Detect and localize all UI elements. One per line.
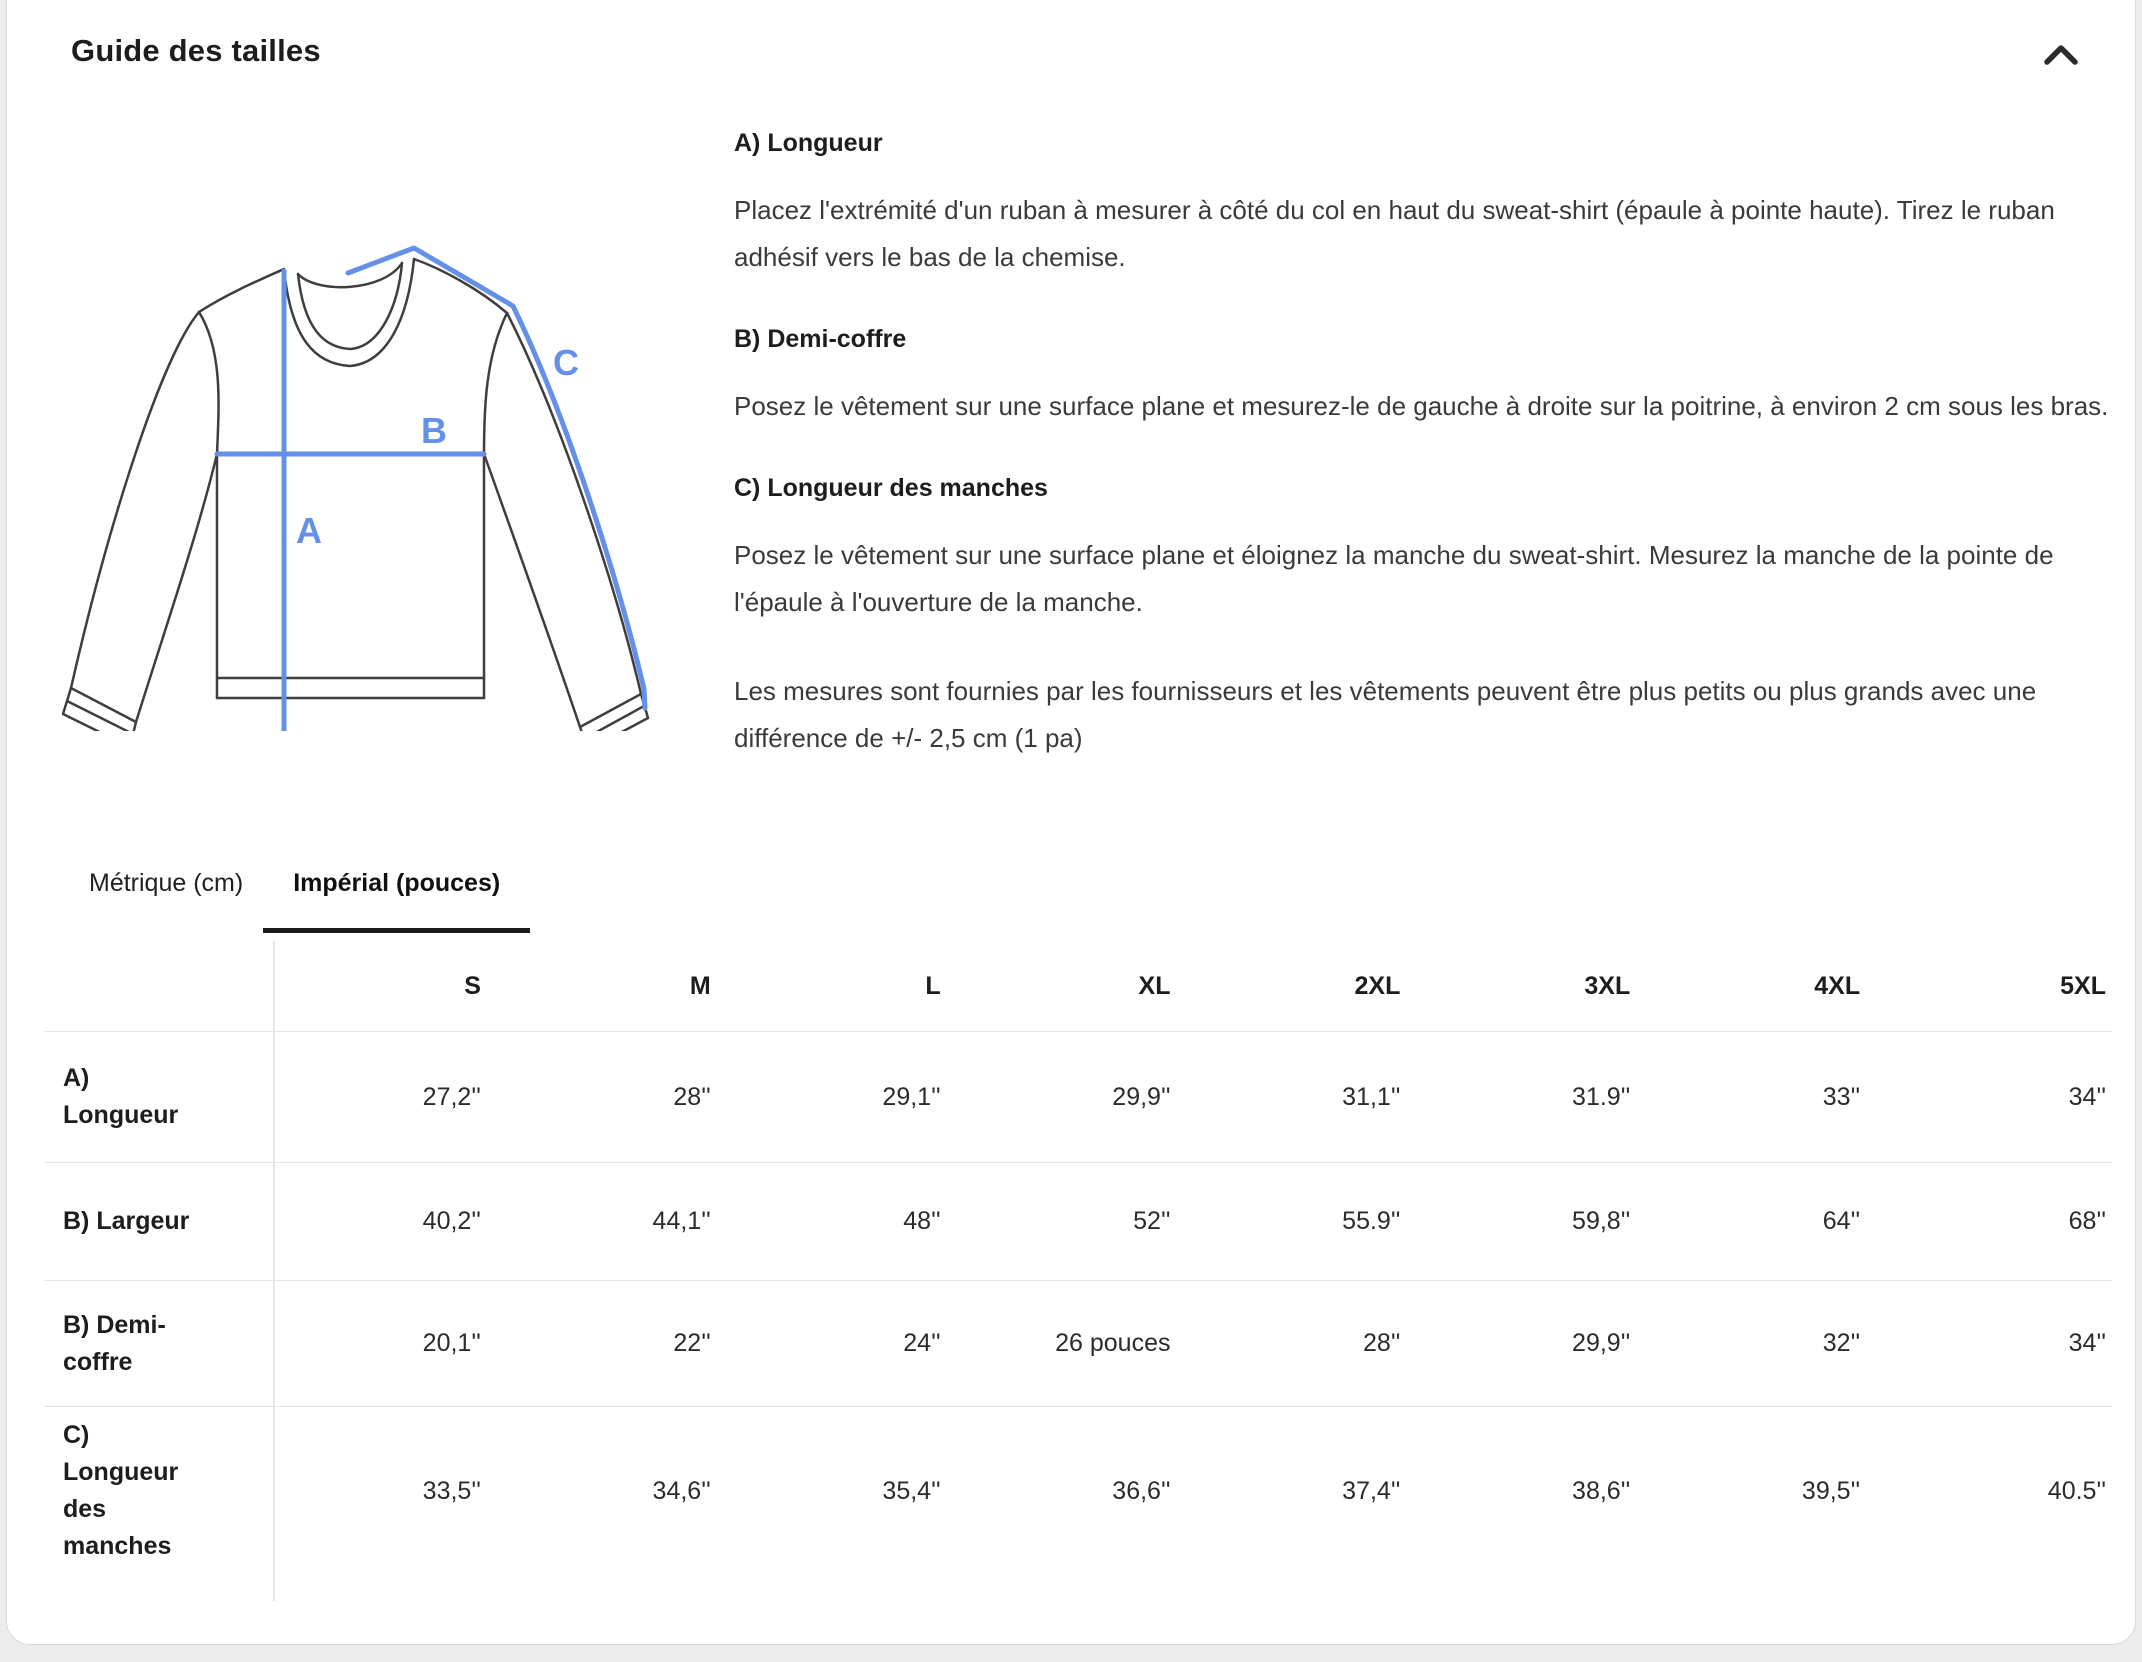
column-header-5xl: 5XL: [2060, 971, 2106, 1000]
section-heading-manches: C) Longueur des manches: [734, 474, 1048, 502]
section-body-manches: Posez le vêtement sur une surface plane et éloignez la manche du sweat-shirt. Mesurez la manche de la pointe de l'épaule à l'ouverture de la manche.: [734, 540, 2054, 617]
size-value-cell: 44,1'': [652, 1207, 711, 1235]
size-value-cell: 31.9'': [1572, 1082, 1631, 1111]
size-value-cell: 20,1'': [422, 1329, 481, 1357]
size-value-cell: 33,5'': [422, 1476, 481, 1505]
size-guide-card: [6, 0, 2136, 1645]
size-value-cell: 28'': [673, 1082, 711, 1111]
size-value-cell: 38,6'': [1572, 1476, 1631, 1505]
size-value-cell: 29,1'': [882, 1082, 941, 1111]
chevron-up-icon: [2039, 40, 2083, 70]
section-heading-demi-coffre: B) Demi-coffre: [734, 325, 907, 353]
size-value-cell: 35,4'': [882, 1476, 941, 1505]
diagram-label-c: C: [553, 342, 579, 383]
table-header-empty-cell: [44, 941, 273, 1031]
column-header-l: L: [925, 971, 941, 1000]
tab-imperial[interactable]: Impérial (pouces): [263, 869, 530, 933]
size-value-cell: 40,2'': [422, 1207, 481, 1235]
size-value-cell: 39,5'': [1801, 1476, 1861, 1505]
size-value-cell: 68'': [2068, 1207, 2106, 1235]
size-value-cell: 29,9'': [1112, 1082, 1171, 1111]
row-label: C) Longueur des manches: [63, 1421, 179, 1560]
size-value-cell: 27,2'': [422, 1082, 481, 1111]
size-table: [44, 941, 2112, 1575]
size-value-cell: 40.5'': [2047, 1476, 2106, 1505]
measurement-disclaimer: Les mesures sont fournies par les fournisseurs et les vêtements peuvent être plus petits ou plus grands avec une différence de +/- 2,5 cm (1 pa): [734, 676, 2037, 753]
sweatshirt-diagram: [47, 191, 687, 731]
instructions-column: [734, 127, 2126, 762]
column-header-4xl: 4XL: [1814, 971, 1861, 1000]
size-value-cell: 34,6'': [652, 1476, 711, 1505]
column-header-m: M: [689, 971, 711, 1000]
size-value-cell: 34'': [2068, 1329, 2106, 1357]
size-value-cell: 28'': [1363, 1329, 1401, 1357]
column-header-s: S: [464, 971, 481, 1000]
column-header-2xl: 2XL: [1354, 971, 1401, 1000]
table-column-divider: [273, 941, 275, 1601]
size-value-cell: 32'': [1822, 1329, 1861, 1357]
diagram-label-a: A: [296, 510, 322, 551]
table-header-row: [44, 941, 2112, 1032]
collapse-section-button[interactable]: [2037, 37, 2085, 73]
measurement-line-c: [348, 248, 645, 708]
size-value-cell: 64'': [1822, 1207, 1861, 1235]
table-row: [44, 1407, 2112, 1575]
size-value-cell: 26 pouces: [1055, 1329, 1171, 1357]
sweatshirt-outline: [63, 259, 648, 731]
section-body-longueur: Placez l'extrémité d'un ruban à mesurer à côté du col en haut du sweat-shirt (épaule à pointe haute). Tirez le ruban adhésif vers le bas de la chemise.: [734, 195, 2055, 272]
row-label: B) Demi-coffre: [63, 1310, 166, 1376]
page-title: Guide des tailles: [71, 33, 321, 68]
table-body: [44, 1032, 2112, 1575]
table-row: [44, 1281, 2112, 1407]
diagram-label-b: B: [421, 410, 447, 451]
size-value-cell: 52'': [1133, 1207, 1171, 1235]
size-value-cell: 31,1'': [1342, 1082, 1401, 1111]
size-value-cell: 33'': [1822, 1082, 1861, 1111]
column-header-3xl: 3XL: [1584, 971, 1631, 1000]
size-value-cell: 36,6'': [1112, 1476, 1171, 1505]
section-heading-longueur: A) Longueur: [734, 129, 883, 157]
size-value-cell: 22'': [673, 1329, 711, 1357]
table-row: [44, 1032, 2112, 1163]
size-value-cell: 34'': [2068, 1082, 2106, 1111]
section-body-demi-coffre: Posez le vêtement sur une surface plane et mesurez-le de gauche à droite sur la poitrine, à environ 2 cm sous les bras.: [734, 391, 2109, 421]
column-header-xl: XL: [1138, 971, 1171, 1000]
table-row: [44, 1163, 2112, 1281]
row-label: A) Longueur: [63, 1064, 179, 1129]
size-value-cell: 24'': [903, 1329, 941, 1357]
unit-tabs: [69, 869, 530, 933]
size-value-cell: 59,8'': [1572, 1207, 1631, 1235]
tab-metric[interactable]: Métrique (cm): [69, 869, 263, 933]
size-value-cell: 29,9'': [1572, 1329, 1631, 1357]
row-label: B) Largeur: [63, 1207, 190, 1235]
size-value-cell: 37,4'': [1342, 1476, 1401, 1505]
size-value-cell: 48'': [903, 1207, 941, 1235]
size-value-cell: 55.9'': [1342, 1207, 1401, 1235]
